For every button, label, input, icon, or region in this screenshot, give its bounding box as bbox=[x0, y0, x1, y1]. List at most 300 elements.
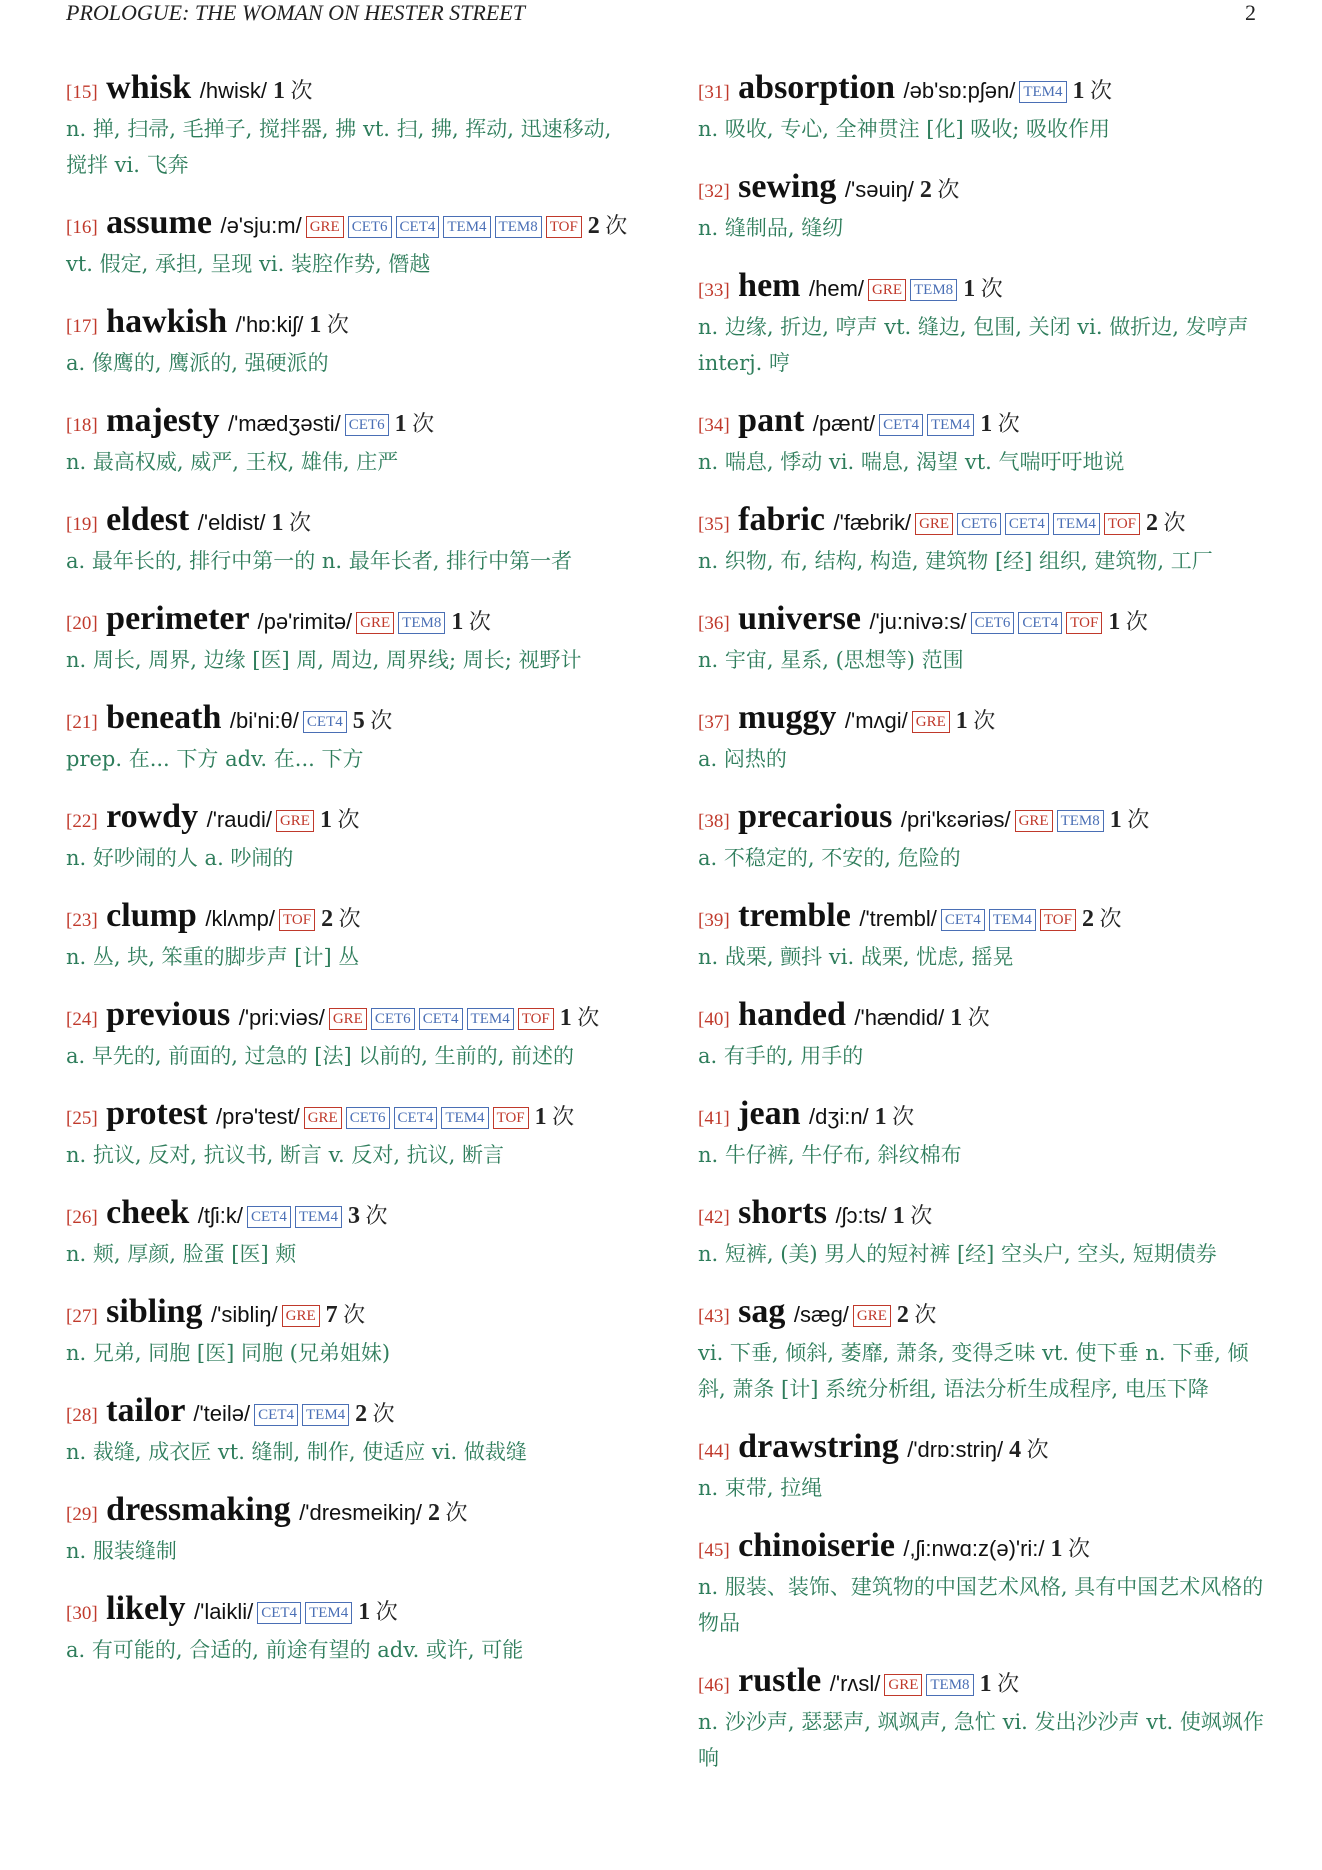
vocab-entry bbox=[698, 1663, 1268, 1776]
entry-phonetic: /'mædʒəsti/ bbox=[227, 411, 341, 436]
entry-headline bbox=[698, 268, 1268, 309]
entry-count bbox=[980, 411, 1020, 436]
entry-word: eldest bbox=[97, 501, 198, 538]
entry-headline bbox=[66, 70, 636, 111]
entry-headline bbox=[698, 799, 1268, 840]
entry-index: [16] bbox=[66, 217, 98, 238]
entry-word: dressmaking bbox=[97, 1491, 300, 1528]
exam-tag: TEM8 bbox=[495, 216, 542, 238]
entry-count bbox=[1009, 1437, 1049, 1462]
entry-word: beneath bbox=[97, 699, 230, 736]
entry-count bbox=[309, 312, 349, 337]
entry-definition: n. 最高权威, 威严, 王权, 雄伟, 庄严 bbox=[66, 450, 399, 474]
entry-count bbox=[875, 1104, 915, 1129]
exam-tag: TOF bbox=[546, 216, 582, 238]
entry-phonetic: /'sibliŋ/ bbox=[211, 1302, 278, 1327]
entry-index: [35] bbox=[698, 514, 730, 535]
entry-count-number: 3 bbox=[348, 1203, 360, 1229]
entry-count bbox=[355, 1401, 395, 1426]
exam-tag: TEM4 bbox=[467, 1008, 514, 1030]
entry-definition: n. 服装缝制 bbox=[66, 1539, 177, 1563]
vocab-entry bbox=[698, 502, 1268, 579]
entry-count-unit: 次 bbox=[992, 411, 1020, 436]
entry-word: whisk bbox=[97, 69, 200, 106]
vocab-entry bbox=[66, 205, 636, 282]
entry-phonetic: /tʃi:k/ bbox=[197, 1203, 243, 1228]
entry-word: previous bbox=[97, 996, 239, 1033]
entry-count bbox=[535, 1104, 575, 1129]
exam-tag: CET4 bbox=[941, 909, 985, 931]
entry-count-number: 1 bbox=[1072, 78, 1085, 104]
entry-index: [21] bbox=[66, 712, 98, 733]
vocab-entry bbox=[698, 1294, 1268, 1407]
vocab-entry bbox=[698, 1195, 1268, 1272]
entry-count-number: 1 bbox=[1109, 807, 1122, 833]
entry-count-number: 1 bbox=[534, 1104, 547, 1130]
entry-headline bbox=[66, 304, 636, 345]
entry-headline bbox=[698, 700, 1268, 741]
entry-count-unit: 次 bbox=[360, 1203, 388, 1228]
entry-count-number: 1 bbox=[963, 276, 976, 302]
exam-tag: CET4 bbox=[394, 1107, 438, 1129]
entry-count-unit: 次 bbox=[1062, 1536, 1091, 1561]
entry-count bbox=[272, 510, 312, 535]
entry-count-number: 2 bbox=[896, 1302, 909, 1328]
entry-definition: n. 丛, 块, 笨重的脚步声 [计] 丛 bbox=[66, 945, 360, 969]
entry-headline bbox=[698, 1429, 1268, 1470]
entry-index: [24] bbox=[66, 1009, 98, 1030]
entry-phonetic: /'pri:viəs/ bbox=[238, 1005, 325, 1030]
entry-phonetic: /ʃɔ:ts/ bbox=[835, 1203, 887, 1228]
entry-headline bbox=[698, 1663, 1268, 1704]
exam-tag: CET6 bbox=[371, 1008, 415, 1030]
entry-count-unit: 次 bbox=[546, 1104, 575, 1129]
entry-count bbox=[1051, 1536, 1091, 1561]
entry-definition: n. 宇宙, 星系, (思想等) 范围 bbox=[698, 648, 964, 672]
entry-count-number: 1 bbox=[309, 312, 322, 338]
exam-tag: CET4 bbox=[254, 1404, 298, 1426]
exam-tag: GRE bbox=[276, 810, 314, 832]
entry-word: chinoiserie bbox=[729, 1527, 904, 1564]
entry-count-unit: 次 bbox=[364, 708, 393, 733]
entry-phonetic: /dʒi:n/ bbox=[808, 1104, 869, 1129]
left-column bbox=[66, 70, 636, 1690]
entry-phonetic: /'hɒ:kiʃ/ bbox=[235, 312, 304, 337]
entry-count-unit: 次 bbox=[1093, 906, 1122, 931]
entry-word: sag bbox=[729, 1293, 794, 1330]
entry-count-number: 1 bbox=[394, 411, 407, 437]
entry-index: [43] bbox=[698, 1306, 730, 1327]
entry-count-unit: 次 bbox=[321, 312, 349, 337]
entry-count bbox=[1082, 906, 1122, 931]
exam-tag: TEM8 bbox=[910, 279, 957, 301]
entry-count-number: 1 bbox=[950, 1005, 963, 1031]
entry-count-number: 1 bbox=[892, 1203, 905, 1229]
entry-headline bbox=[66, 700, 636, 741]
entry-word: hawkish bbox=[97, 303, 236, 340]
entry-phonetic: /'eldist/ bbox=[197, 510, 266, 535]
entry-count-number: 1 bbox=[319, 807, 332, 833]
entry-index: [23] bbox=[66, 910, 98, 931]
entry-index: [19] bbox=[66, 514, 98, 535]
entry-count-number: 2 bbox=[321, 906, 334, 932]
exam-tag: GRE bbox=[912, 711, 950, 733]
exam-tag: TEM4 bbox=[989, 909, 1036, 931]
entry-word: rowdy bbox=[97, 798, 207, 835]
exam-tag: CET4 bbox=[303, 711, 347, 733]
entry-count bbox=[428, 1500, 468, 1525]
entry-phonetic: /'mʌgi/ bbox=[844, 708, 908, 733]
entry-word: tremble bbox=[729, 897, 860, 934]
entry-count-number: 1 bbox=[451, 609, 464, 635]
entry-count bbox=[326, 1302, 366, 1327]
entry-count-unit: 次 bbox=[1158, 510, 1186, 535]
exam-tag: GRE bbox=[329, 1008, 367, 1030]
entry-definition: vt. 假定, 承担, 呈现 vi. 装腔作势, 僭越 bbox=[66, 252, 431, 276]
exam-tag: CET6 bbox=[957, 513, 1001, 535]
entry-count bbox=[321, 906, 361, 931]
vocab-entry bbox=[66, 1195, 636, 1272]
entry-definition: n. 边缘, 折边, 哼声 vt. 缝边, 包围, 关闭 vi. 做折边, 发哼声 interj. 哼 bbox=[698, 315, 1249, 375]
exam-tag: CET6 bbox=[348, 216, 392, 238]
entry-index: [41] bbox=[698, 1108, 730, 1129]
vocab-entry bbox=[66, 997, 636, 1074]
entry-index: [44] bbox=[698, 1441, 730, 1462]
entry-index: [40] bbox=[698, 1009, 730, 1030]
entry-definition: n. 牛仔裤, 牛仔布, 斜纹棉布 bbox=[698, 1143, 962, 1167]
entry-count bbox=[920, 177, 960, 202]
entry-count bbox=[1108, 609, 1148, 634]
entry-word: handed bbox=[729, 996, 855, 1033]
entry-count-number: 1 bbox=[955, 708, 968, 734]
exam-tag: TEM8 bbox=[398, 612, 445, 634]
entry-count-unit: 次 bbox=[337, 1302, 366, 1327]
entry-word: rustle bbox=[729, 1662, 830, 1699]
entry-word: hem bbox=[729, 267, 809, 304]
entry-count-number: 7 bbox=[325, 1302, 338, 1328]
entry-index: [20] bbox=[66, 613, 98, 634]
entry-count-number: 1 bbox=[272, 78, 285, 104]
entry-index: [38] bbox=[698, 811, 730, 832]
vocab-entry bbox=[66, 70, 636, 183]
entry-word: sibling bbox=[97, 1293, 212, 1330]
entry-count-number: 1 bbox=[980, 411, 993, 437]
entry-headline bbox=[698, 1528, 1268, 1569]
entry-phonetic: /'drɒ:striŋ/ bbox=[907, 1437, 1004, 1462]
exam-tag: TEM4 bbox=[441, 1107, 488, 1129]
entry-definition: prep. 在... 下方 adv. 在... 下方 bbox=[66, 747, 364, 771]
entry-headline bbox=[698, 1294, 1268, 1335]
entry-count bbox=[1073, 78, 1113, 103]
entry-count-unit: 次 bbox=[463, 609, 491, 634]
entry-phonetic: /'raudi/ bbox=[206, 807, 272, 832]
vocab-entry bbox=[698, 1528, 1268, 1641]
entry-word: sewing bbox=[729, 168, 845, 205]
entry-headline bbox=[698, 70, 1268, 111]
entry-definition: n. 抗议, 反对, 抗议书, 断言 v. 反对, 抗议, 断言 bbox=[66, 1143, 505, 1167]
entry-count bbox=[348, 1203, 388, 1228]
entry-count-number: 1 bbox=[358, 1599, 371, 1625]
vocab-entry bbox=[66, 304, 636, 381]
entry-headline bbox=[66, 1393, 636, 1434]
entry-headline bbox=[66, 1591, 636, 1632]
exam-tag: TOF bbox=[1066, 612, 1102, 634]
entry-count-unit: 次 bbox=[1021, 1437, 1049, 1462]
exam-tag: GRE bbox=[356, 612, 394, 634]
entry-index: [30] bbox=[66, 1603, 98, 1624]
entry-headline bbox=[698, 169, 1268, 210]
exam-tag: TEM4 bbox=[1019, 81, 1066, 103]
exam-tag: TEM4 bbox=[443, 216, 490, 238]
entry-phonetic: /pri'kɛəriəs/ bbox=[900, 807, 1011, 832]
exam-tag: GRE bbox=[853, 1305, 891, 1327]
entry-definition: a. 不稳定的, 不安的, 危险的 bbox=[698, 846, 961, 870]
entry-count bbox=[353, 708, 393, 733]
exam-tag: TEM4 bbox=[1053, 513, 1100, 535]
entry-count bbox=[963, 276, 1003, 301]
entry-count-number: 1 bbox=[1050, 1536, 1063, 1562]
entry-index: [31] bbox=[698, 82, 730, 103]
entry-count-unit: 次 bbox=[406, 411, 435, 436]
vocab-entry bbox=[66, 1294, 636, 1371]
exam-tag: GRE bbox=[915, 513, 953, 535]
vocab-entry bbox=[698, 601, 1268, 678]
vocab-entry bbox=[698, 70, 1268, 147]
entry-word: tailor bbox=[97, 1392, 194, 1429]
entry-count-number: 5 bbox=[352, 708, 365, 734]
entry-count bbox=[588, 213, 628, 238]
exam-tag: CET4 bbox=[247, 1206, 291, 1228]
entry-index: [18] bbox=[66, 415, 98, 436]
exam-tag: CET4 bbox=[396, 216, 440, 238]
exam-tag: GRE bbox=[304, 1107, 342, 1129]
entry-count-number: 2 bbox=[919, 177, 932, 203]
entry-definition: a. 闷热的 bbox=[698, 747, 787, 771]
vocab-entry bbox=[66, 1492, 636, 1569]
entry-count bbox=[1110, 807, 1150, 832]
entry-count-unit: 次 bbox=[904, 1203, 933, 1228]
entry-count-unit: 次 bbox=[571, 1005, 600, 1030]
entry-index: [17] bbox=[66, 316, 98, 337]
entry-definition: a. 有可能的, 合适的, 前途有望的 adv. 或许, 可能 bbox=[66, 1638, 524, 1662]
vocab-entry bbox=[698, 997, 1268, 1074]
vocab-entry bbox=[698, 403, 1268, 480]
entry-phonetic: /'rʌsl/ bbox=[829, 1671, 881, 1696]
vocab-entry bbox=[698, 700, 1268, 777]
exam-tag: TOF bbox=[1104, 513, 1140, 535]
entry-headline bbox=[698, 403, 1268, 444]
vocab-entry bbox=[698, 169, 1268, 246]
entry-definition: n. 织物, 布, 结构, 构造, 建筑物 [经] 组织, 建筑物, 工厂 bbox=[698, 549, 1213, 573]
entry-headline bbox=[698, 1096, 1268, 1137]
exam-tag: CET4 bbox=[419, 1008, 463, 1030]
entry-phonetic: /'trembl/ bbox=[859, 906, 937, 931]
entry-definition: n. 兄弟, 同胞 [医] 同胞 (兄弟姐妹) bbox=[66, 1341, 391, 1365]
vocab-entry bbox=[66, 601, 636, 678]
vocab-entry bbox=[66, 1393, 636, 1470]
entry-count bbox=[893, 1203, 933, 1228]
entry-count-unit: 次 bbox=[284, 78, 313, 103]
entry-count bbox=[897, 1302, 937, 1327]
entry-phonetic: /'dresmeikiŋ/ bbox=[299, 1500, 422, 1525]
entry-count-unit: 次 bbox=[333, 906, 361, 931]
entry-count bbox=[358, 1599, 398, 1624]
vocab-entry bbox=[66, 700, 636, 777]
exam-tag: TEM4 bbox=[295, 1206, 342, 1228]
entry-phonetic: /hwisk/ bbox=[199, 78, 267, 103]
entry-definition: n. 束带, 拉绳 bbox=[698, 1476, 823, 1500]
entry-phonetic: /sæg/ bbox=[793, 1302, 849, 1327]
entry-count bbox=[560, 1005, 600, 1030]
exam-tag: TEM8 bbox=[1057, 810, 1104, 832]
entry-headline bbox=[66, 1096, 636, 1137]
entry-phonetic: /'ju:nivə:s/ bbox=[869, 609, 967, 634]
entry-headline bbox=[66, 898, 636, 939]
entry-count-number: 1 bbox=[271, 510, 284, 536]
entry-definition: a. 有手的, 用手的 bbox=[698, 1044, 864, 1068]
entry-phonetic: /prə'test/ bbox=[216, 1104, 300, 1129]
entry-index: [28] bbox=[66, 1405, 98, 1426]
entry-phonetic: /'fæbrik/ bbox=[833, 510, 912, 535]
entry-index: [37] bbox=[698, 712, 730, 733]
exam-tag: TEM4 bbox=[305, 1602, 352, 1624]
entry-index: [15] bbox=[66, 82, 98, 103]
entry-count bbox=[320, 807, 360, 832]
entry-headline bbox=[66, 205, 636, 246]
entry-phonetic: /ə'sju:m/ bbox=[220, 213, 302, 238]
exam-tag: GRE bbox=[868, 279, 906, 301]
entry-count-number: 1 bbox=[979, 1671, 992, 1697]
entry-headline bbox=[66, 1492, 636, 1533]
entry-headline bbox=[66, 601, 636, 642]
entry-headline bbox=[698, 502, 1268, 543]
entry-count bbox=[956, 708, 996, 733]
exam-tag: GRE bbox=[282, 1305, 320, 1327]
entry-definition: n. 沙沙声, 瑟瑟声, 飒飒声, 急忙 vi. 发出沙沙声 vt. 使飒飒作响 bbox=[698, 1710, 1264, 1770]
entry-index: [32] bbox=[698, 181, 730, 202]
entry-count bbox=[950, 1005, 990, 1030]
entry-count-unit: 次 bbox=[367, 1401, 395, 1426]
vocab-entry bbox=[66, 502, 636, 579]
entry-phonetic: /,ʃi:nwɑ:z(ə)'ri:/ bbox=[903, 1536, 1045, 1561]
entry-index: [39] bbox=[698, 910, 730, 931]
entry-headline bbox=[698, 997, 1268, 1038]
exam-tag: TEM8 bbox=[926, 1674, 973, 1696]
entry-count-unit: 次 bbox=[1121, 807, 1150, 832]
entry-count-unit: 次 bbox=[283, 510, 312, 535]
entry-count-unit: 次 bbox=[886, 1104, 915, 1129]
entry-definition: n. 短裤, (美) 男人的短衬裤 [经] 空头户, 空头, 短期债券 bbox=[698, 1242, 1217, 1266]
entry-headline bbox=[66, 502, 636, 543]
entry-index: [33] bbox=[698, 280, 730, 301]
entry-definition: n. 裁缝, 成衣匠 vt. 缝制, 制作, 使适应 vi. 做裁缝 bbox=[66, 1440, 527, 1464]
entry-headline bbox=[66, 1294, 636, 1335]
entry-index: [36] bbox=[698, 613, 730, 634]
entry-word: absorption bbox=[729, 69, 904, 106]
vocab-entry bbox=[698, 799, 1268, 876]
entry-headline bbox=[66, 799, 636, 840]
vocab-entry bbox=[66, 799, 636, 876]
exam-tag: TOF bbox=[518, 1008, 554, 1030]
entry-count bbox=[1146, 510, 1186, 535]
entry-word: protest bbox=[97, 1095, 217, 1132]
entry-word: perimeter bbox=[97, 600, 258, 637]
entry-headline bbox=[66, 1195, 636, 1236]
entry-count-unit: 次 bbox=[370, 1599, 398, 1624]
entry-word: assume bbox=[97, 204, 221, 241]
exam-tag: CET4 bbox=[1005, 513, 1049, 535]
entry-index: [45] bbox=[698, 1540, 730, 1561]
entry-headline bbox=[698, 601, 1268, 642]
entry-headline bbox=[66, 997, 636, 1038]
entry-count-number: 1 bbox=[874, 1104, 887, 1130]
entry-definition: n. 周长, 周界, 边缘 [医] 周, 周边, 周界线; 周长; 视野计 bbox=[66, 648, 582, 672]
right-column bbox=[698, 70, 1268, 1798]
entry-phonetic: /'səuiŋ/ bbox=[844, 177, 914, 202]
entry-word: majesty bbox=[97, 402, 228, 439]
exam-tag: TOF bbox=[493, 1107, 529, 1129]
entry-headline bbox=[66, 403, 636, 444]
page-number: 2 bbox=[1245, 0, 1256, 25]
entry-definition: n. 颊, 厚颜, 脸蛋 [医] 颊 bbox=[66, 1242, 297, 1266]
entry-count bbox=[273, 78, 313, 103]
entry-definition: n. 吸收, 专心, 全神贯注 [化] 吸收; 吸收作用 bbox=[698, 117, 1111, 141]
entry-count-unit: 次 bbox=[931, 177, 960, 202]
entry-count-number: 2 bbox=[355, 1401, 368, 1427]
entry-count-number: 2 bbox=[427, 1500, 440, 1526]
exam-tag: CET4 bbox=[1018, 612, 1062, 634]
entry-count-unit: 次 bbox=[1084, 78, 1113, 103]
vocab-entry bbox=[66, 898, 636, 975]
entry-index: [29] bbox=[66, 1504, 98, 1525]
entry-count-unit: 次 bbox=[975, 276, 1003, 301]
entry-definition: a. 像鹰的, 鹰派的, 强硬派的 bbox=[66, 351, 329, 375]
entry-phonetic: /pə'rimitə/ bbox=[257, 609, 353, 634]
entry-word: cheek bbox=[97, 1194, 198, 1231]
entry-count-number: 1 bbox=[1108, 609, 1121, 635]
vocab-entry bbox=[698, 1429, 1268, 1506]
exam-tag: CET4 bbox=[257, 1602, 301, 1624]
entry-definition: n. 好吵闹的人 a. 吵闹的 bbox=[66, 846, 294, 870]
entry-count-number: 2 bbox=[1146, 510, 1159, 536]
entry-definition: n. 喘息, 悸动 vi. 喘息, 渴望 vt. 气喘吁吁地说 bbox=[698, 450, 1125, 474]
entry-phonetic: /əb'sɒ:pʃən/ bbox=[903, 78, 1016, 103]
exam-tag: TOF bbox=[279, 909, 315, 931]
entry-word: muggy bbox=[729, 699, 845, 736]
entry-word: pant bbox=[729, 402, 813, 439]
entry-phonetic: /klʌmp/ bbox=[205, 906, 276, 931]
entry-word: fabric bbox=[729, 501, 834, 538]
entry-count-unit: 次 bbox=[962, 1005, 990, 1030]
entry-definition: a. 最年长的, 排行中第一的 n. 最年长者, 排行中第一者 bbox=[66, 549, 573, 573]
entry-word: likely bbox=[97, 1590, 194, 1627]
entry-definition: n. 服装、装饰、建筑物的中国艺术风格, 具有中国艺术风格的物品 bbox=[698, 1575, 1264, 1635]
exam-tag: CET6 bbox=[346, 1107, 390, 1129]
entry-count bbox=[451, 609, 491, 634]
entry-index: [27] bbox=[66, 1306, 98, 1327]
entry-word: drawstring bbox=[729, 1428, 908, 1465]
entry-index: [22] bbox=[66, 811, 98, 832]
entry-headline bbox=[698, 1195, 1268, 1236]
exam-tag: GRE bbox=[884, 1674, 922, 1696]
entry-word: clump bbox=[97, 897, 206, 934]
entry-definition: vi. 下垂, 倾斜, 萎靡, 萧条, 变得乏味 vt. 使下垂 n. 下垂, 倾斜, 萧条 [计] 系统分析组, 语法分析生成程序, 电压下降 bbox=[698, 1341, 1249, 1401]
entry-count-unit: 次 bbox=[991, 1671, 1020, 1696]
entry-definition: n. 缝制品, 缝纫 bbox=[698, 216, 844, 240]
entry-phonetic: /'hændid/ bbox=[854, 1005, 945, 1030]
entry-count-number: 4 bbox=[1009, 1437, 1022, 1463]
entry-phonetic: /pænt/ bbox=[812, 411, 876, 436]
